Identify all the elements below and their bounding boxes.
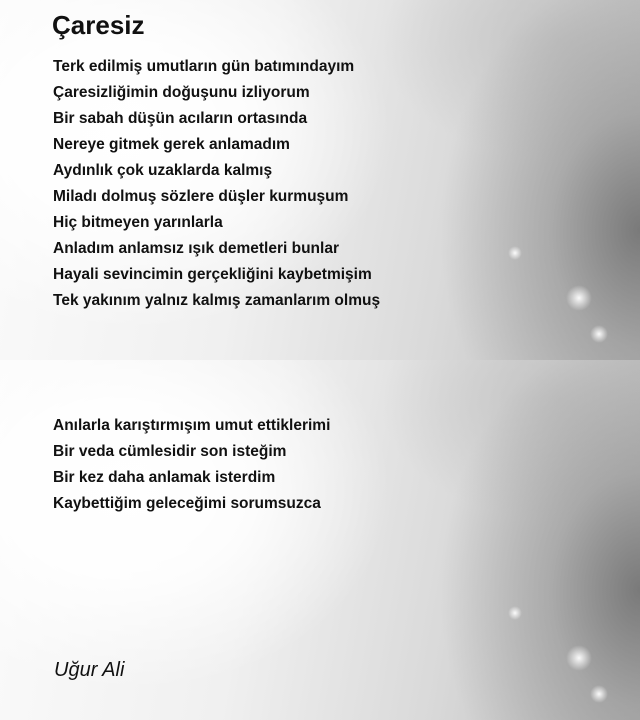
poem-line: Anılarla karıştırmışım umut ettiklerimi <box>53 417 331 434</box>
poem-line: Anladım anlamsız ışık demetleri bunlar <box>53 240 339 257</box>
poem-line: Aydınlık çok uzaklarda kalmış <box>53 162 273 179</box>
poem-line: Hayali sevincimin gerçekliğini kaybetmişim <box>53 266 372 283</box>
sparkle-decoration <box>566 285 592 311</box>
sparkle-decoration <box>590 685 608 703</box>
poem-line: Kaybettiğim geleceğimi sorumsuzca <box>53 495 321 512</box>
sparkle-decoration <box>508 246 522 260</box>
sparkle-decoration <box>566 645 592 671</box>
poem-line: Tek yakınım yalnız kalmış zamanlarım olmuş <box>53 292 381 309</box>
poem-line: Hiç bitmeyen yarınlarla <box>53 214 223 231</box>
poem-title: Çaresiz <box>52 10 145 40</box>
poem-line: Nereye gitmek gerek anlamadım <box>53 136 290 153</box>
poem-line: Bir kez daha anlamak isterdim <box>53 469 276 486</box>
poem-line: Bir veda cümlesidir son isteğim <box>53 443 287 460</box>
poem-line: Bir sabah düşün acıların ortasında <box>53 110 308 127</box>
poem-stanza-1 <box>53 54 380 314</box>
poem-stanza-2 <box>53 413 330 517</box>
poem-line: Çaresizliğimin doğuşunu izliyorum <box>53 84 310 101</box>
poem-line: Terk edilmiş umutların gün batımındayım <box>53 58 355 75</box>
poem-line: Miladı dolmuş sözlere düşler kurmuşum <box>53 188 349 205</box>
poem-card-bottom <box>0 360 640 720</box>
sparkle-decoration <box>508 606 522 620</box>
poem-author: Uğur Ali <box>54 659 125 681</box>
sparkle-decoration <box>590 325 608 343</box>
